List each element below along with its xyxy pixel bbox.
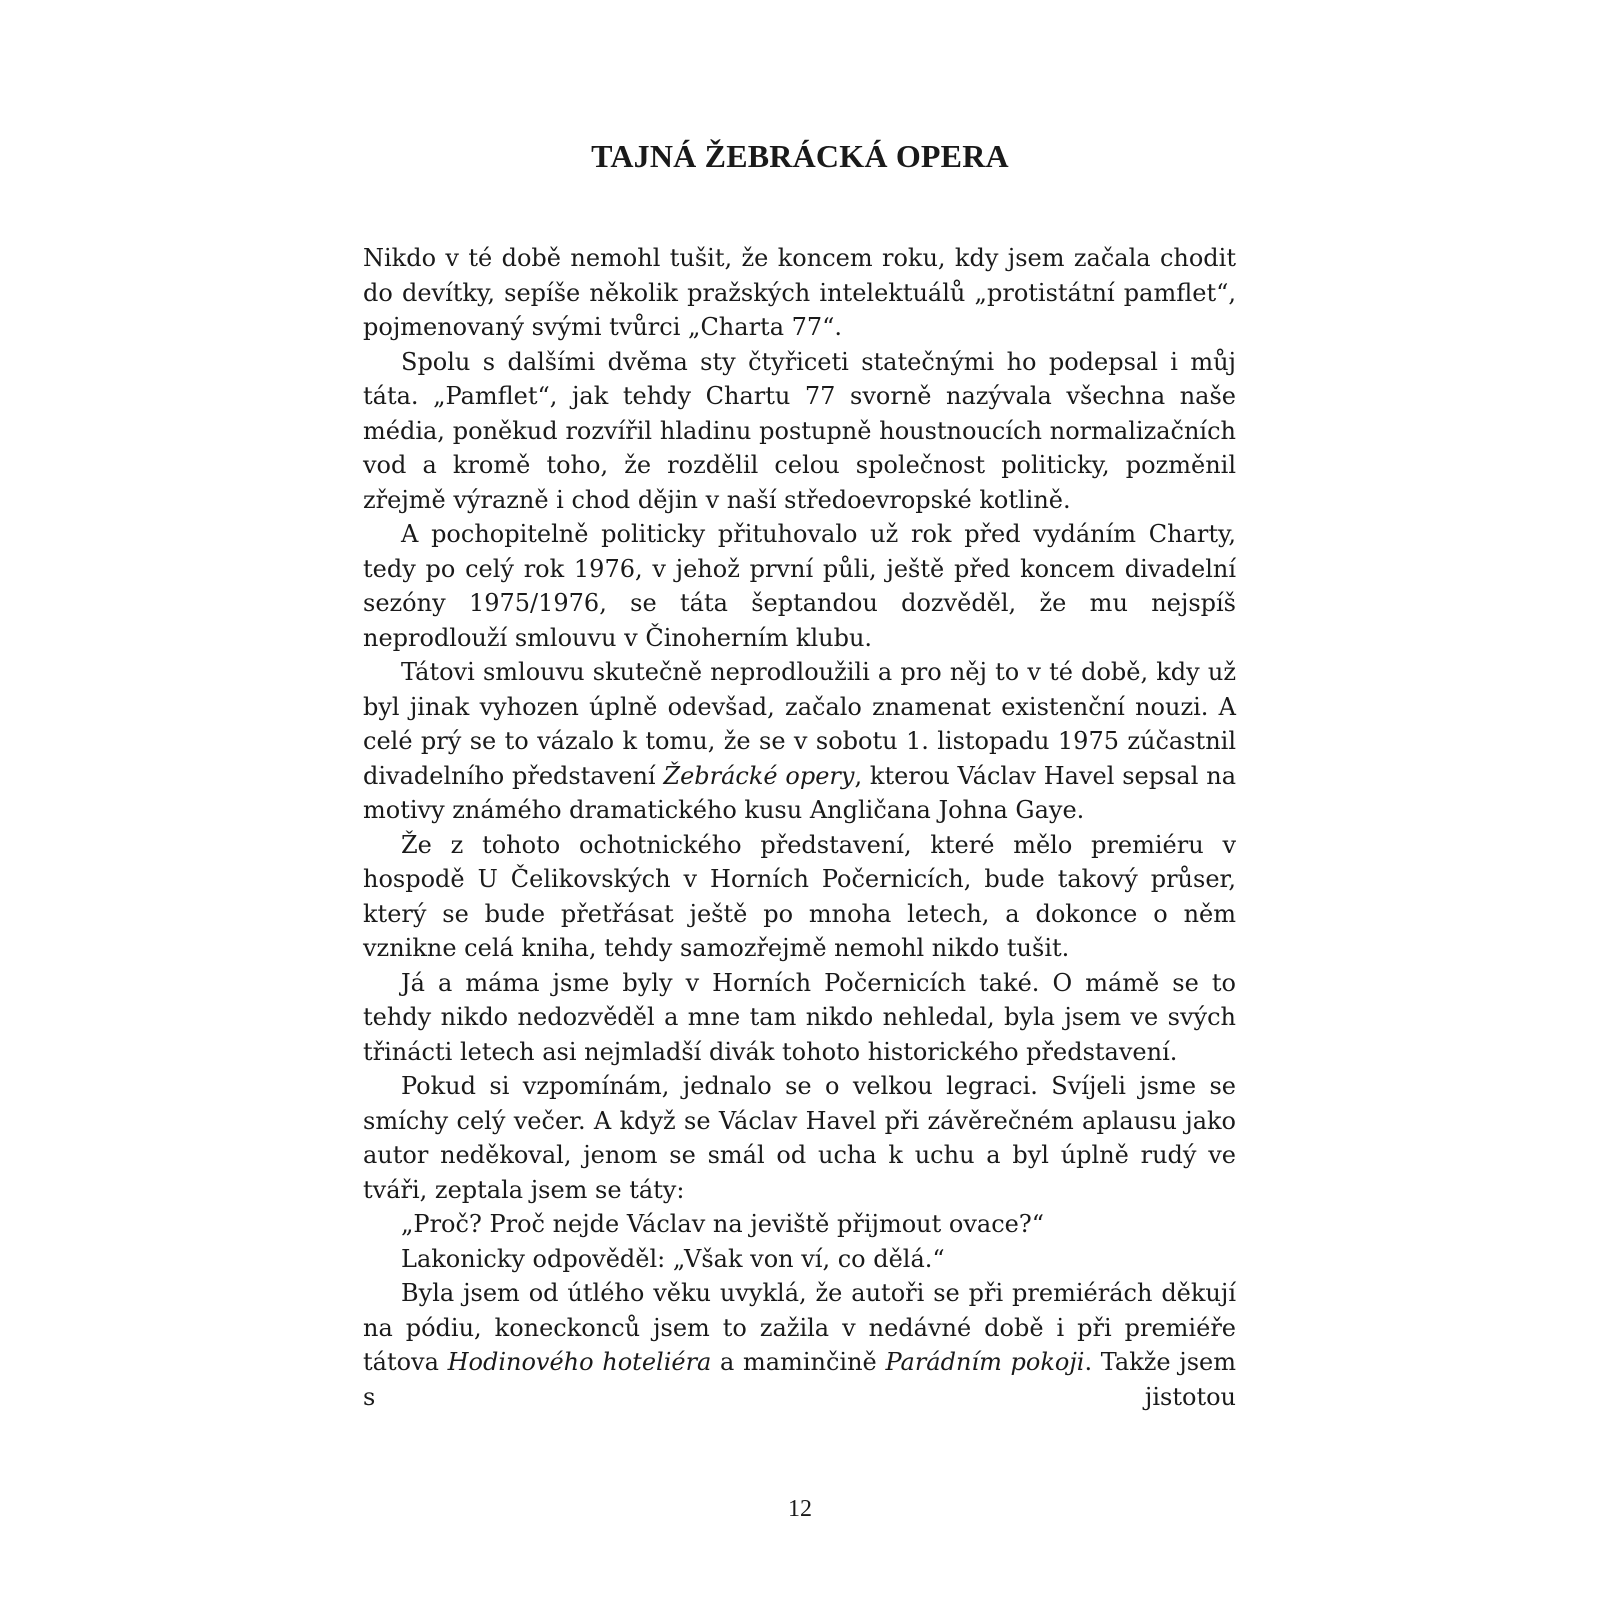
paragraph — [363, 966, 1236, 1070]
paragraph — [363, 655, 1236, 828]
text-run: Já a máma jsme byly v Horních Počernicích také. O mámě se to tehdy nikdo nedozvěděl a mne tam nikdo nehledal, byla jsem ve svých třinácti letech asi nejmladší divák tohoto historického představení. — [363, 968, 1236, 1066]
text-run: Spolu s dalšími dvěma sty čtyřiceti statečnými ho podepsal i můj táta. „Pamflet“, jak tehdy Chartu 77 svorně nazývala všechna naše média, poněkud rozvířil hladinu postupně houstnoucích normalizačních vod a kromě toho, že rozdělil celou společnost politicky, pozměnil zřejmě výrazně i chod dějin v naší středoevropské kotlině. — [363, 347, 1236, 514]
italic-title: Hodinového hoteliéra — [447, 1348, 712, 1376]
italic-title: Parádním pokoji — [885, 1348, 1085, 1376]
text-run: a maminčině — [711, 1348, 886, 1376]
paragraph — [363, 345, 1236, 518]
text-run: , kterou Václav Havel sepsal na motivy známého dramatického kusu Angličana Johna Gaye. — [363, 761, 1236, 824]
text-run: Byla jsem od útlého věku uvyklá, že autoři se při premiérách děkují na pódiu, koneckonců jsem to zažila v nedávné době i při premiéře tátova — [363, 1279, 1236, 1376]
page-number: 12 — [788, 1496, 812, 1522]
text-run: Pokud si vzpomínám, jednalo se o velkou legraci. Svíjeli jsme se smíchy celý večer. A když se Václav Havel při závěrečném aplausu jako autor neděkoval, jenom se smál od ucha k uchu a byl úplně rudý ve tváři, zeptala jsem se táty: — [363, 1072, 1236, 1204]
text-run: Nikdo v té době nemohl tušit, že koncem roku, kdy jsem začala chodit do devítky, sepíše několik pražských intelektuálů „protistátní pamflet“, pojmenovaný svými tvůrci „Charta 77“. — [363, 244, 1236, 341]
text-run: Lakonicky odpověděl: „Však von ví, co dělá.“ — [401, 1244, 945, 1273]
paragraph — [363, 517, 1236, 655]
paragraph — [363, 1276, 1236, 1414]
text-run: A pochopitelně politicky přituhovalo už rok před vydáním Charty, tedy po celý rok 1976, v jehož první půli, ještě před koncem divadelní sezóny 1975/1976, se táta šeptandou dozvěděl, že mu nejspíš neprodlouží smlouvu v Činoherním klubu. — [363, 520, 1236, 652]
body-text — [363, 241, 1236, 1414]
text-run: „Proč? Proč nejde Václav na jeviště přijmout ovace?“ — [401, 1210, 1044, 1238]
paragraph — [363, 1242, 1236, 1277]
paragraph — [363, 828, 1236, 966]
text-run: . Takže jsem s jistotou — [363, 1348, 1236, 1411]
chapter-title: TAJNÁ ŽEBRÁCKÁ OPERA — [591, 138, 1009, 174]
paragraph — [363, 1207, 1236, 1242]
text-run: Že z tohoto ochotnického představení, které mělo premiéru v hospodě U Čelikovských v Horních Počernicích, bude takový průser, který se bude přetřásat ještě po mnoha letech, a dokonce o něm vznikne celá kniha, tehdy samozřejmě nemohl nikdo tušit. — [363, 830, 1236, 962]
italic-title: Žebrácké opery — [663, 761, 855, 790]
paragraph — [363, 1069, 1236, 1207]
text-run: Tátovi smlouvu skutečně neprodloužili a pro něj to v té době, kdy už byl jinak vyhozen úplně odevšad, začalo znamenat existenční nouzi. A celé prý se to vázalo k tomu, že se v sobotu 1. listopadu 1975 zúčastnil divadelního představení — [363, 658, 1236, 790]
paragraph — [363, 241, 1236, 345]
